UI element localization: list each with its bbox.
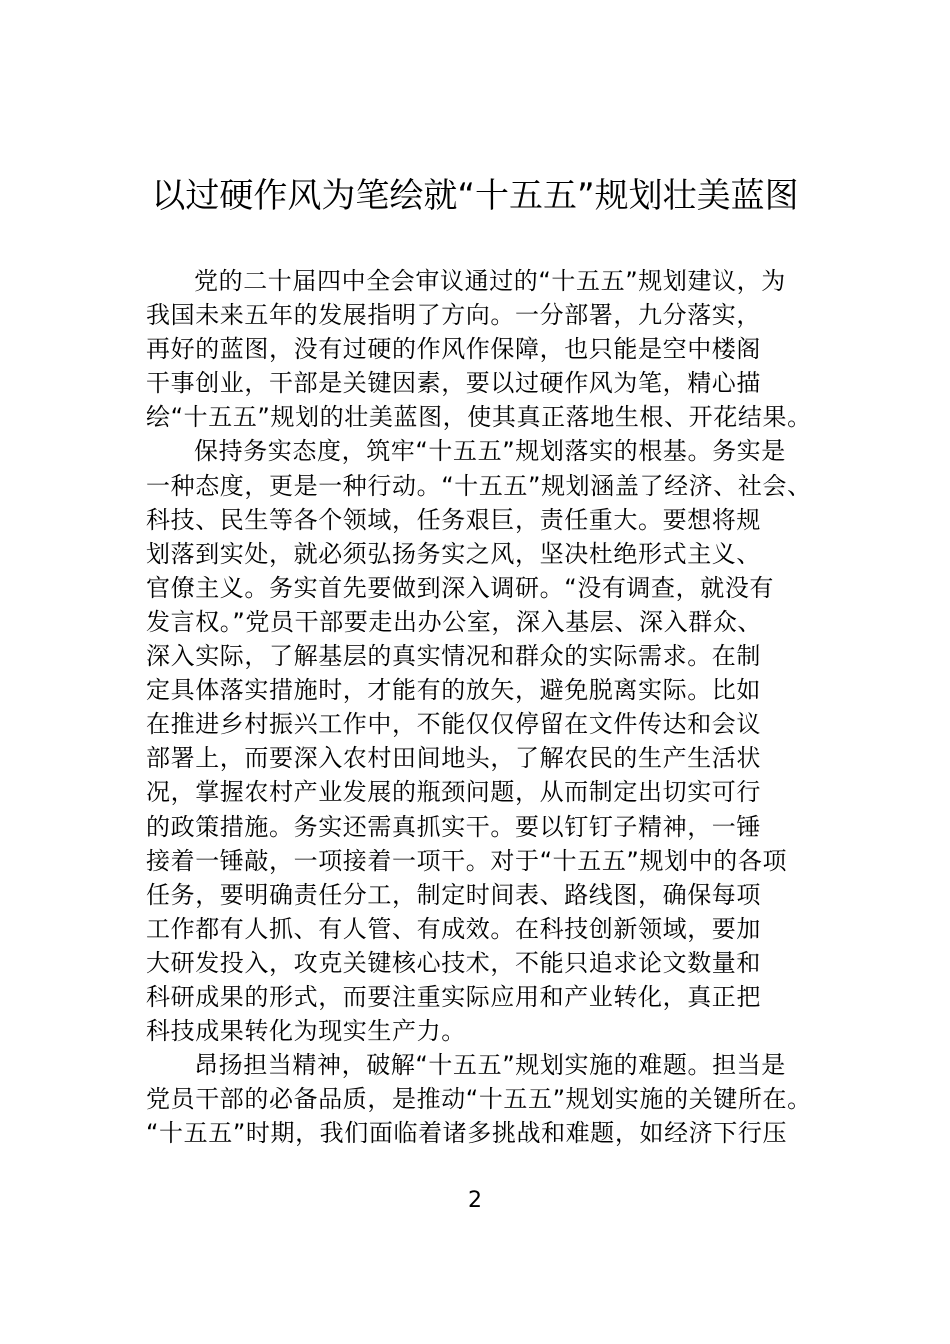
text-line: 工作都有人抓、有人管、有成效。在科技创新领域，要加 [146,914,761,943]
text-line: 昂扬担当精神，破解“十五五”规划实施的难题。担当是 [194,1051,786,1080]
text-line: 再好的蓝图，没有过硬的作风作保障，也只能是空中楼阁 [146,335,761,364]
text-line: 我国未来五年的发展指明了方向。一分部署，九分落实， [146,301,761,330]
text-line: 绘“十五五”规划的壮美蓝图，使其真正落地生根、开花结果。 [146,403,812,432]
text-line: 科研成果的形式，而要注重实际应用和产业转化，真正把 [146,982,761,1011]
page-number: 2 [468,1188,482,1213]
text-line: 一种态度，更是一种行动。“十五五”规划涵盖了经济、社会、 [146,471,812,500]
text-line: 划落到实处，就必须弘扬务实之风，坚决杜绝形式主义、 [146,539,761,568]
text-line: 在推进乡村振兴工作中，不能仅仅停留在文件传达和会议 [146,710,761,739]
text-line: 部署上，而要深入农村田间地头，了解农民的生产生活状 [146,744,761,773]
document-title: 以过硬作风为笔绘就“十五五”规划壮美蓝图 [151,176,799,216]
text-line: 党的二十届四中全会审议通过的“十五五”规划建议，为 [194,267,786,295]
text-line: 定具体落实措施时，才能有的放矢，避免脱离实际。比如 [146,676,761,705]
text-line: 保持务实态度，筑牢“十五五”规划落实的根基。务实是 [194,437,786,466]
text-line: 况，掌握农村产业发展的瓶颈问题，从而制定出切实可行 [146,778,761,807]
text-line: 发言权。”党员干部要走出办公室，深入基层、深入群众、 [146,607,763,636]
text-line: 大研发投入，攻克关键核心技术，不能只追求论文数量和 [146,948,761,977]
text-line: 科技、民生等各个领域，任务艰巨，责任重大。要想将规 [146,505,761,534]
text-line: 科技成果转化为现实生产力。 [146,1017,466,1046]
text-line: 任务，要明确责任分工，制定时间表、路线图，确保每项 [146,880,761,909]
text-line: 的政策措施。务实还需真抓实干。要以钉钉子精神，一锤 [146,812,761,841]
text-line: 党员干部的必备品质，是推动“十五五”规划实施的关键所在。 [146,1085,812,1114]
text-line: 深入实际，了解基层的真实情况和群众的实际需求。在制 [146,642,761,671]
text-line: “十五五”时期，我们面临着诸多挑战和难题，如经济下行压 [146,1119,788,1148]
document-body [146,264,826,1150]
text-line: 接着一锤敲，一项接着一项干。对于“十五五”规划中的各项 [146,846,788,875]
text-line: 干事创业，干部是关键因素，要以过硬作风为笔，精心描 [146,369,761,398]
text-line: 官僚主义。务实首先要做到深入调研。“没有调查，就没有 [146,573,775,602]
